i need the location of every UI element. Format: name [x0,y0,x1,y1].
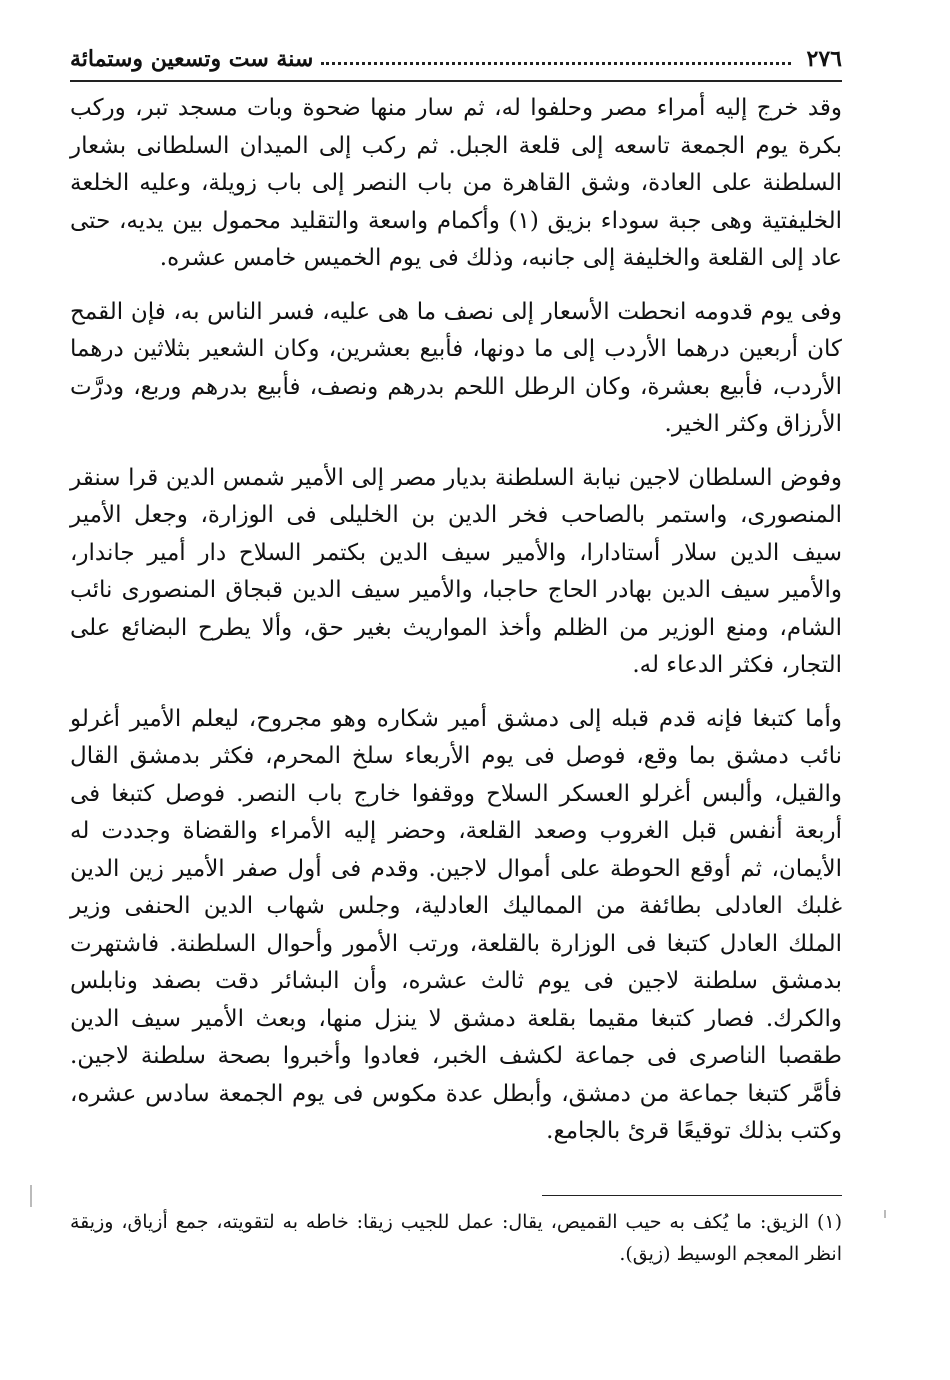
footnote: (١) الزيق: ما يُكف به حيب القميص، يقال: عمل للجيب زيقا: خاطه به لتقويته، جمع أزياق، وزيقة انظر المعجم الوسيط (زيق). [70,1210,842,1265]
scan-artifact-mark [884,1210,886,1218]
footnote-divider [542,1195,842,1196]
paragraph: وقد خرج إليه أمراء مصر وحلفوا له، ثم سار منها ضحوة وبات مسجد تبر، وركب بكرة يوم الجمعة تاسعه إلى قلعة الجبل. ثم ركب إلى الميدان السلطانى بشعار السلطنة على العادة، وشق القاهرة من باب النصر إلى باب زويلة، وعليه الخلعة الخليفتية وهى جبة سوداء بزيق (١) وأكمام واسعة والتقليد محمول بين يديه، حتى عاد إلى القلعة والخليفة إلى جانبه، وذلك فى يوم الخميس خامس عشره. [70,95,842,271]
body-text [70,90,842,1151]
paragraph: وأما كتبغا فإنه قدم قبله إلى دمشق أمير شكاره وهو مجروح، ليعلم الأمير أغرلو نائب دمشق بما وقع، فوصل فى يوم الأربعاء سلخ المحرم، فكثر بدمشق القال والقيل، وألبس أغرلو العسكر السلاح ووقفوا خارج باب النصر. فوصل كتبغا فى أربعة أنفس قبل الغروب وصعد القلعة، وحضر إليه الأمراء والقضاة وجددت له الأيمان، ثم أوقع الحوطة على أموال لاجين. وقدم فى أول صفر الأمير زين الدين غلبك العادلى بطائفة من المماليك العادلية، وجلس شهاب الدين الحنفى وزير الملك العادل كتبغا فى الوزارة بالقلعة، ورتب الأمور وأحوال السلطنة. فاشتهرت بدمشق سلطنة لاجين فى يوم ثالث عشره، وأن البشائر دقت بصفد ونابلس والكرك. فصار كتبغا مقيما بقلعة دمشق لا ينزل منها، وبعث الأمير سيف الدين طقصبا الناصرى فى جماعة لكشف الخبر، فعادوا وأخبروا بصحة سلطنة لاجين. فأمَّر كتبغا جماعة من دمشق، وأبطل عدة مكوس فى يوم الجمعة سادس عشره، وكتب بذلك توقيعًا قرئ بالجامع. [70,705,842,1144]
scan-artifact-mark [30,1185,32,1207]
page-header [70,42,842,82]
paragraph: وفى يوم قدومه انحطت الأسعار إلى نصف ما هى عليه، فسر الناس به، فإن القمح كان أربعين درهما الأردب إلى ما دونها، فأبيع بعشرين، وكان الشعير بثلاثين درهما الأردب، فأبيع بعشرة، وكان الرطل اللحم بدرهم ونصف، فأبيع بدرهم وربع، ودرَّت الأرزاق وكثر الخير. [70,298,842,437]
running-title: سنة ست وتسعين وستمائة [70,46,314,72]
paragraph: وفوض السلطان لاجين نيابة السلطنة بديار مصر إلى الأمير شمس الدين قرا سنقر المنصورى، واستمر بالصاحب فخر الدين بن الخليلى فى الوزارة، وجعل الأمير سيف الدين سلار أستادارا، والأمير سيف الدين بكتمر السلاح دار أمير جاندار، والأمير سيف الدين بهادر الحاج حاجبا، والأمير سيف الدين قبجاق المنصورى نائب الشام، ومنع الوزير من الظلم وأخذ المواريث بغير حق، وألا يطرح البضائع على التجار، فكثر الدعاء له. [70,464,842,678]
page-number: ٢٧٦ [806,46,842,72]
book-page [70,42,842,1362]
header-leader-dots [321,62,790,65]
